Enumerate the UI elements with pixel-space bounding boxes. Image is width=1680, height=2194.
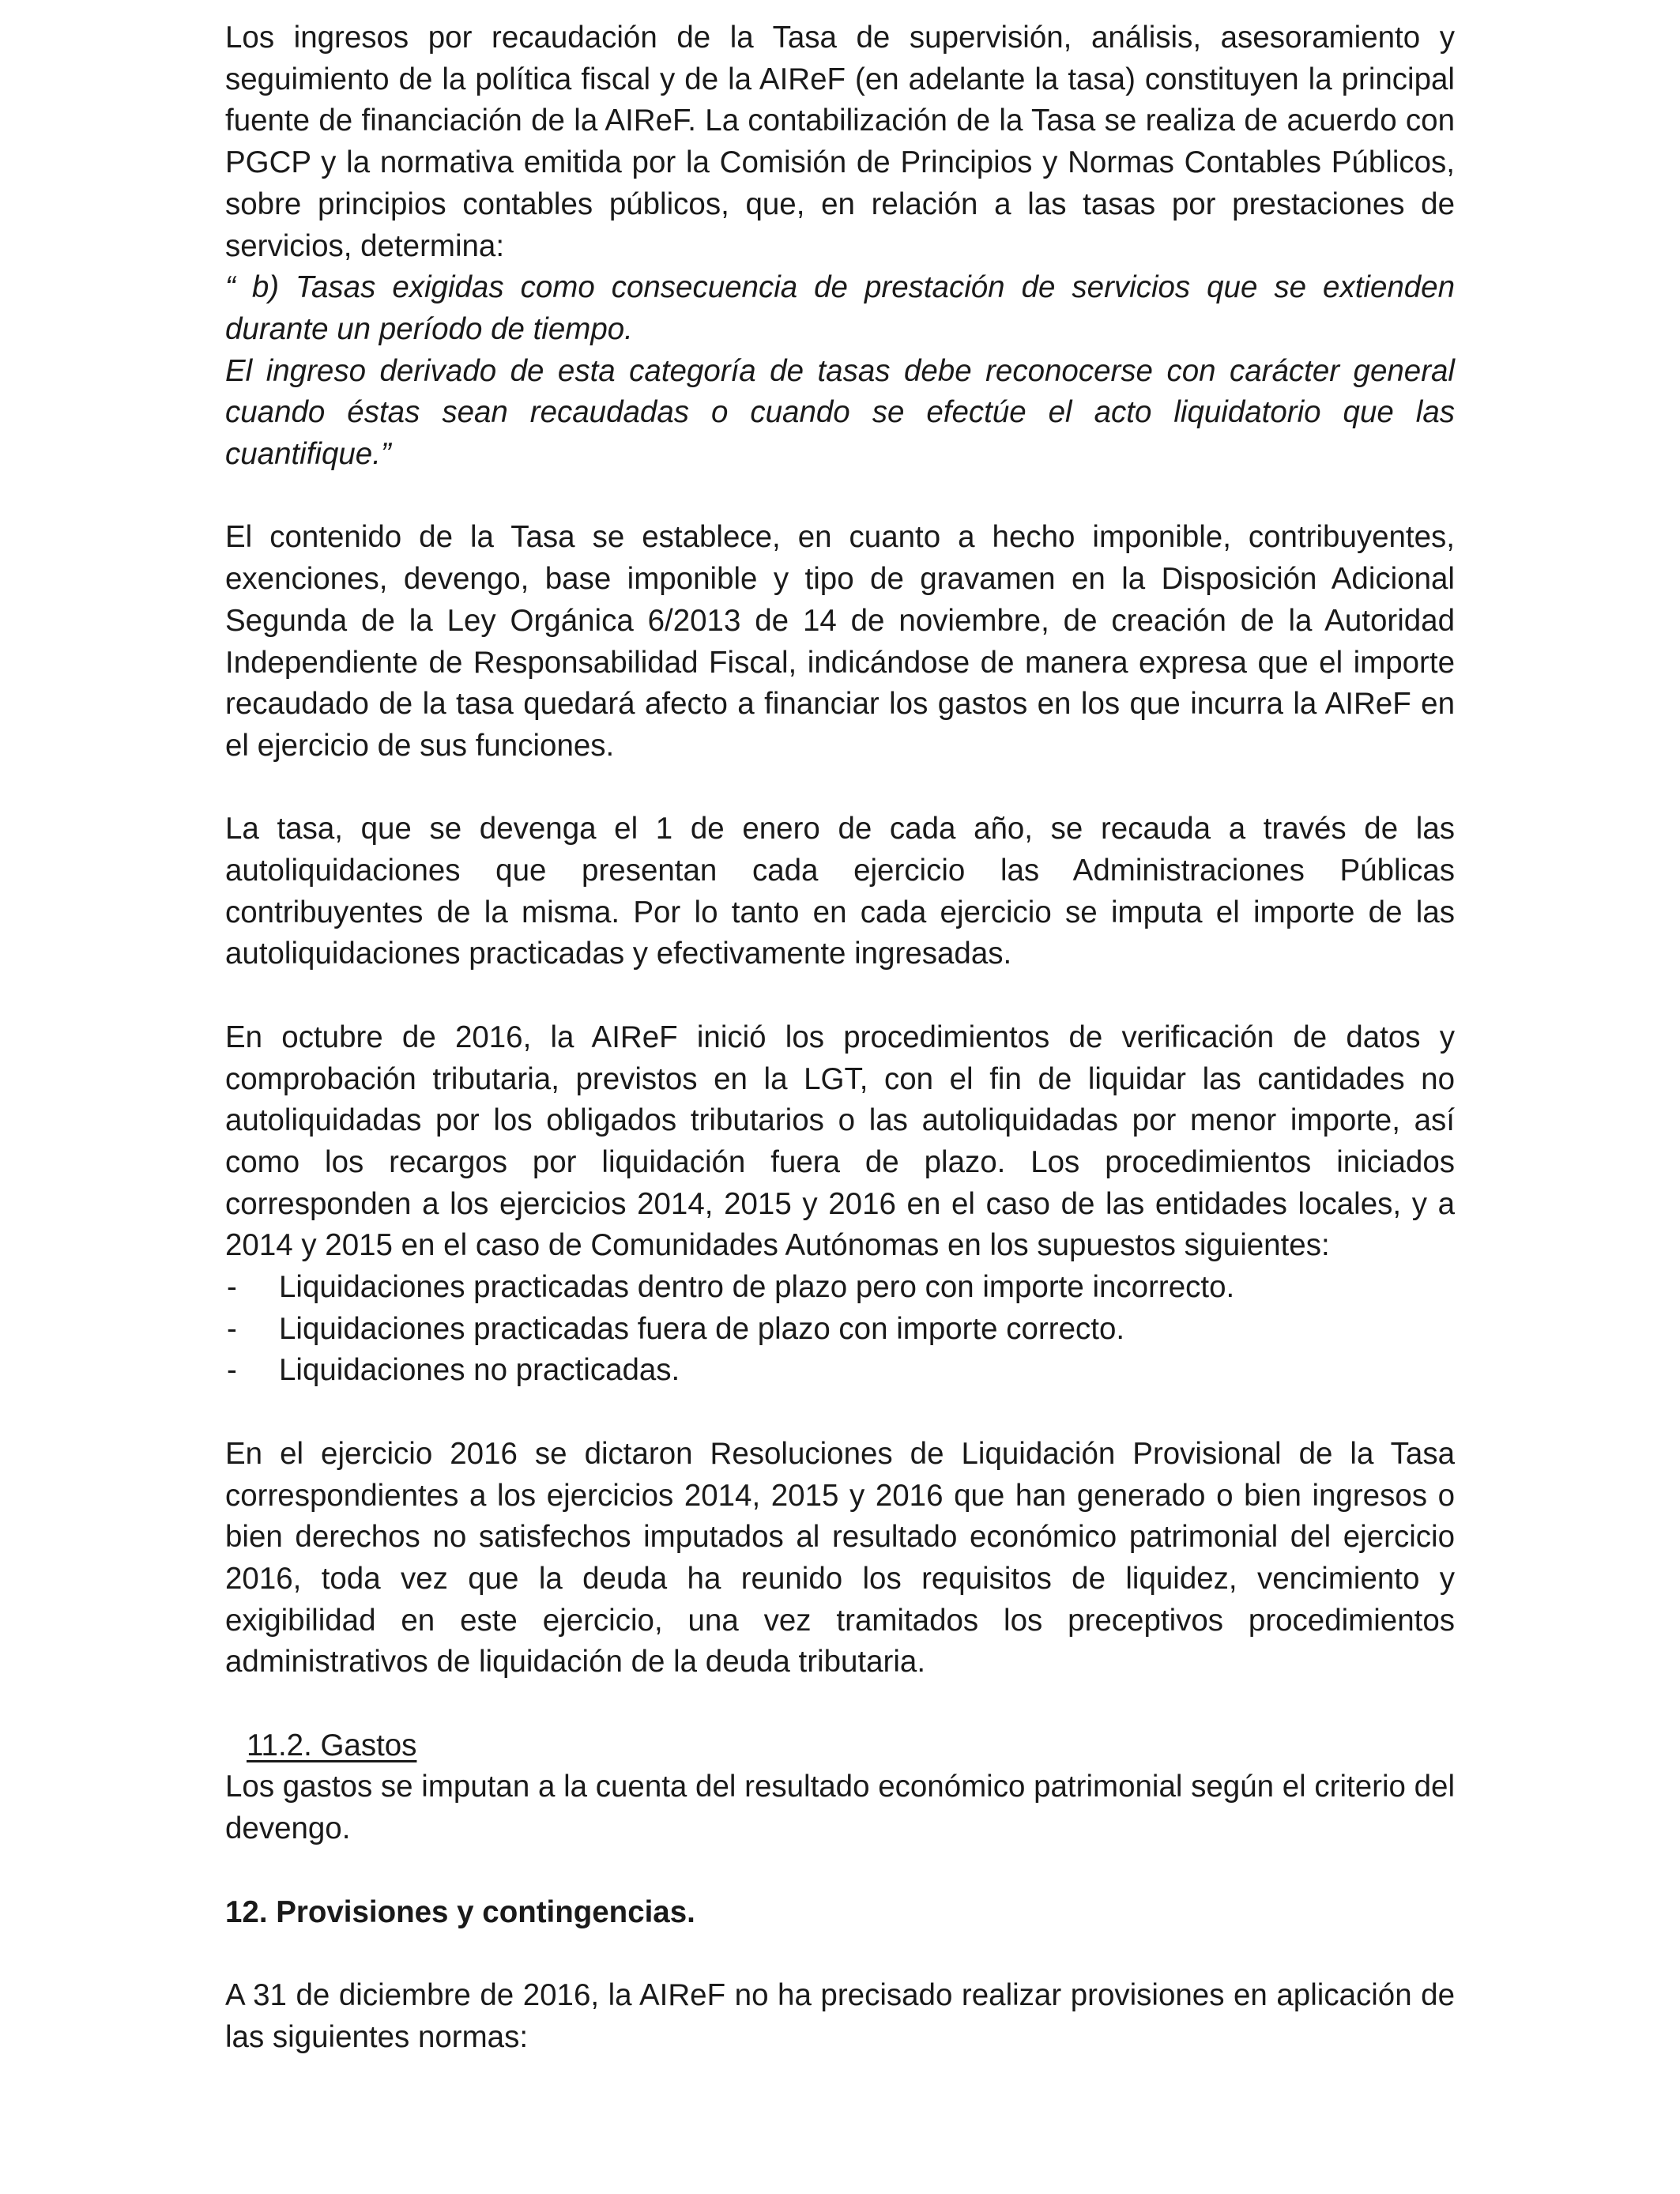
spacer <box>225 767 1455 809</box>
list-item <box>225 1309 1455 1351</box>
list-item-text: Liquidaciones no practicadas. <box>279 1353 680 1388</box>
quote-tasas-exigidas: “ b) Tasas exigidas como consecuencia de prestación de servicios que se extienden durante un período de tiempo. <box>225 270 1455 346</box>
spacer <box>225 1850 1455 1892</box>
list-item <box>225 1267 1455 1309</box>
bullet-dash: - <box>227 1353 237 1388</box>
section-heading-provisiones: 12. Provisiones y contingencias. <box>225 1894 695 1929</box>
spacer <box>225 1683 1455 1725</box>
list-item-text: Liquidaciones practicadas fuera de plazo con importe correcto. <box>279 1311 1125 1346</box>
list-item <box>225 1350 1455 1392</box>
paragraph-resoluciones: En el ejercicio 2016 se dictaron Resoluciones de Liquidación Provisional de la Tasa correspondientes a los ejercicios 2014, 2015 y 2016 que han generado o bien ingresos o bien derechos no satisfechos imputados al resultado económico patrimonial del ejercicio 2016, toda vez que la deuda ha reunido los requisitos de liquidez, vencimiento y exigibilidad en este ejercicio, una vez tramitados los preceptivos procedimientos administrativos de liquidación de la deuda tributaria. <box>225 1436 1455 1679</box>
paragraph-procedimientos: En octubre de 2016, la AIReF inició los procedimientos de verificación de datos y comprobación tributaria, previstos en la LGT, con el fin de liquidar las cantidades no autoliquidadas por los obligados tributarios o las autoliquidadas por menor importe, así como los recargos por liquidación fuera de plazo. Los procedimientos iniciados corresponden a los ejercicios 2014, 2015 y 2016 en el caso de las entidades locales, y a 2014 y 2015 en el caso de Comunidades Autónomas en los supuestos siguientes: <box>225 1020 1455 1263</box>
paragraph-provisiones: A 31 de diciembre de 2016, la AIReF no ha precisado realizar provisiones en aplicación de las siguientes normas: <box>225 1977 1455 2054</box>
spacer <box>225 1392 1455 1434</box>
paragraph-devengo-tasa: La tasa, que se devenga el 1 de enero de cada año, se recauda a través de las autoliquidaciones que presentan cada ejercicio las Administraciones Públicas contribuyentes de la misma. Por lo tanto en cada ejercicio se imputa el importe de las autoliquidaciones practicadas y efectivamente ingresadas. <box>225 812 1455 971</box>
bullet-dash: - <box>227 1270 237 1305</box>
section-subheading-gastos: 11.2. Gastos <box>247 1728 417 1762</box>
paragraph-tasa-ingresos: Los ingresos por recaudación de la Tasa de supervisión, análisis, asesoramiento y seguimiento de la política fiscal y de la AIReF (en adelante la tasa) constituyen la principal fuente de financiación de la AIReF. La contabilización de la Tasa se realiza de acuerdo con PGCP y la normativa emitida por la Comisión de Principios y Normas Contables Públicos, sobre principios contables públicos, que, en relación a las tasas por prestaciones de servicios, determina: <box>225 21 1455 263</box>
paragraph-gastos: Los gastos se imputan a la cuenta del resultado económico patrimonial según el criterio del devengo. <box>225 1770 1455 1846</box>
bullet-dash: - <box>227 1311 237 1346</box>
spacer <box>225 1933 1455 1975</box>
list-item-text: Liquidaciones practicadas dentro de plazo pero con importe incorrecto. <box>279 1270 1235 1305</box>
spacer <box>225 975 1455 1017</box>
quote-ingreso-derivado: El ingreso derivado de esta categoría de tasas debe reconocerse con carácter general cuando éstas sean recaudadas o cuando se efectúe el acto liquidatorio que las cuantifique.” <box>225 353 1455 472</box>
document-page <box>225 17 1455 2058</box>
bullet-list <box>225 1267 1455 1392</box>
spacer <box>225 476 1455 518</box>
paragraph-contenido-tasa: El contenido de la Tasa se establece, en cuanto a hecho imponible, contribuyentes, exenciones, devengo, base imponible y tipo de gravamen en la Disposición Adicional Segunda de la Ley Orgánica 6/2013 de 14 de noviembre, de creación de la Autoridad Independiente de Responsabilidad Fiscal, indicándose de manera expresa que el importe recaudado de la tasa quedará afecto a financiar los gastos en los que incurra la AIReF en el ejercicio de sus funciones. <box>225 520 1455 763</box>
